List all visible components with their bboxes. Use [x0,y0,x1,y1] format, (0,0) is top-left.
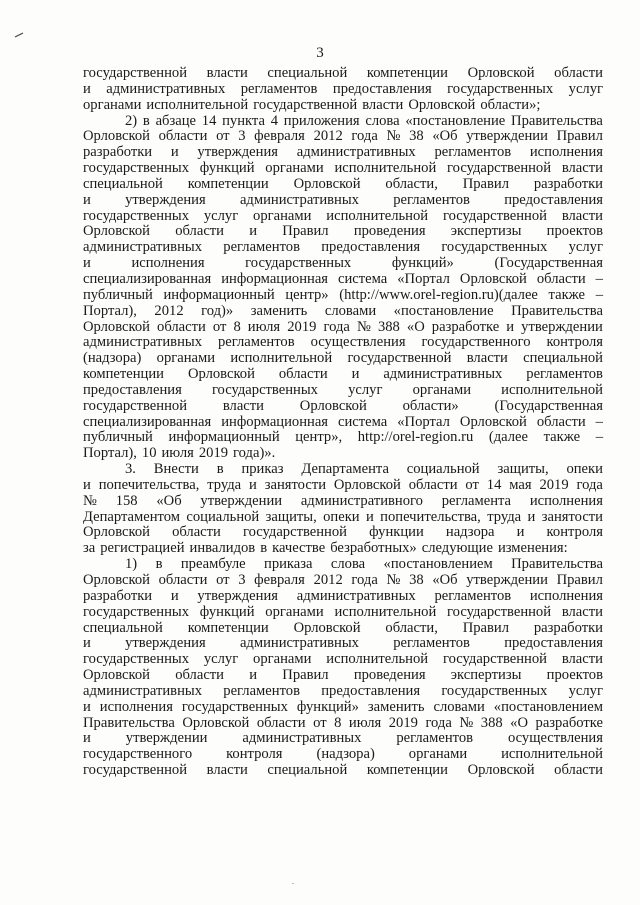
text-line: Орловской области от 3 февраля 2012 года № 38 «Об утверждении Правил [83,572,603,588]
text-line: 3. Внести в приказ Департамента социальной защиты, опеки [125,461,603,478]
text-line: административных регламентов осуществления государственного контроля [83,334,603,351]
text-line: административных регламентов предоставления государственных услуг [83,239,603,256]
text-line: компетенции Орловской области и административных регламентов [83,366,603,383]
text-line: государственного контроля (надзора) органами исполнительной [83,746,603,763]
text-line: и утверждения административных регламентов предоставления [83,635,603,652]
text-line: и попечительства, труда и занятости Орловской области от 14 мая 2019 года [83,476,603,493]
text-line: разработки и утверждения административных регламентов исполнения [83,587,603,604]
text-line: специализированная информационная система «Портал Орловской области – [83,270,603,287]
text-line: публичный информационный центр» (http://www.orel-region.ru)(далее также – [83,286,603,303]
text-line: Орловской области от 3 февраля 2012 года № 38 «Об утверждении Правил [83,128,603,145]
page-number: 3 [316,45,324,61]
text-line: государственных услуг органами исполнительной государственной власти [83,651,603,668]
text-line: государственных услуг органами исполнительной государственной власти [83,207,603,224]
text-line: 2) в абзаце 14 пункта 4 приложения слова «постановление Правительства [125,112,603,129]
text-line: Портал), 2012 год)» заменить словами «постановление Правительства [83,302,603,319]
text-line: Орловской области и Правил проведения экспертизы проектов [83,223,603,240]
text-line: и административных регламентов предоставления государственных услуг [83,80,603,97]
text-line: административных регламентов предоставления государственных услуг [83,682,603,699]
text-line: Орловской области от 8 июля 2019 года № 388 «О разработке и утверждении [83,318,603,335]
scan-mark-icon [14,32,24,38]
text-line: органами исполнительной государственной власти Орловской области»; [83,96,541,113]
text-line: специализированная информационная система «Портал Орловской области – [83,413,603,430]
text-line: публичный информационный центр», http://orel-region.ru (далее также – [83,429,603,446]
text-line: специальной компетенции Орловской области, Правил разработки [83,619,603,636]
text-line: Портал), 10 июля 2019 года)». [83,445,276,462]
text-line: Правительства Орловской области от 8 июля 2019 года № 388 «О разработке [83,714,603,731]
text-line: и утверждении административных регламентов осуществления [83,730,603,747]
text-line: (надзора) органами исполнительной государственной власти специальной [83,350,603,367]
text-line: разработки и утверждения административных регламентов исполнения [83,144,603,161]
text-line: 1) в преамбуле приказа слова «постановлением Правительства [125,556,603,573]
text-line: Орловской области и Правил проведения экспертизы проектов [83,667,603,684]
text-line: государственной власти Орловской области» (Государственная [83,397,603,414]
text-line: государственных функций органами исполнительной государственной власти [83,603,603,620]
text-line: и исполнения государственных функций» заменить словами «постановлением [83,698,603,715]
text-line: государственной власти специальной компетенции Орловской области [83,65,603,81]
text-line: Орловской области государственной функции надзора и контроля [83,524,603,541]
scan-dot [292,883,294,884]
text-line: № 158 «Об утверждении административного регламента исполнения [83,492,603,509]
text-line: государственной власти специальной компетенции Орловской области [83,762,603,779]
text-line: и утверждения административных регламентов предоставления [83,191,603,208]
document-body [83,66,603,779]
text-line: государственных функций органами исполнительной государственной власти [83,160,603,177]
text-line: специальной компетенции Орловской области, Правил разработки [83,175,603,192]
text-line: предоставления государственных услуг органами исполнительной [83,381,603,398]
text-line: за регистрацией инвалидов в качестве безработных» следующие изменения: [83,540,568,557]
text-line: Департаментом социальной защиты, опеки и попечительства, труда и занятости [83,508,603,525]
text-line: и исполнения государственных функций» (Государственная [83,255,603,272]
